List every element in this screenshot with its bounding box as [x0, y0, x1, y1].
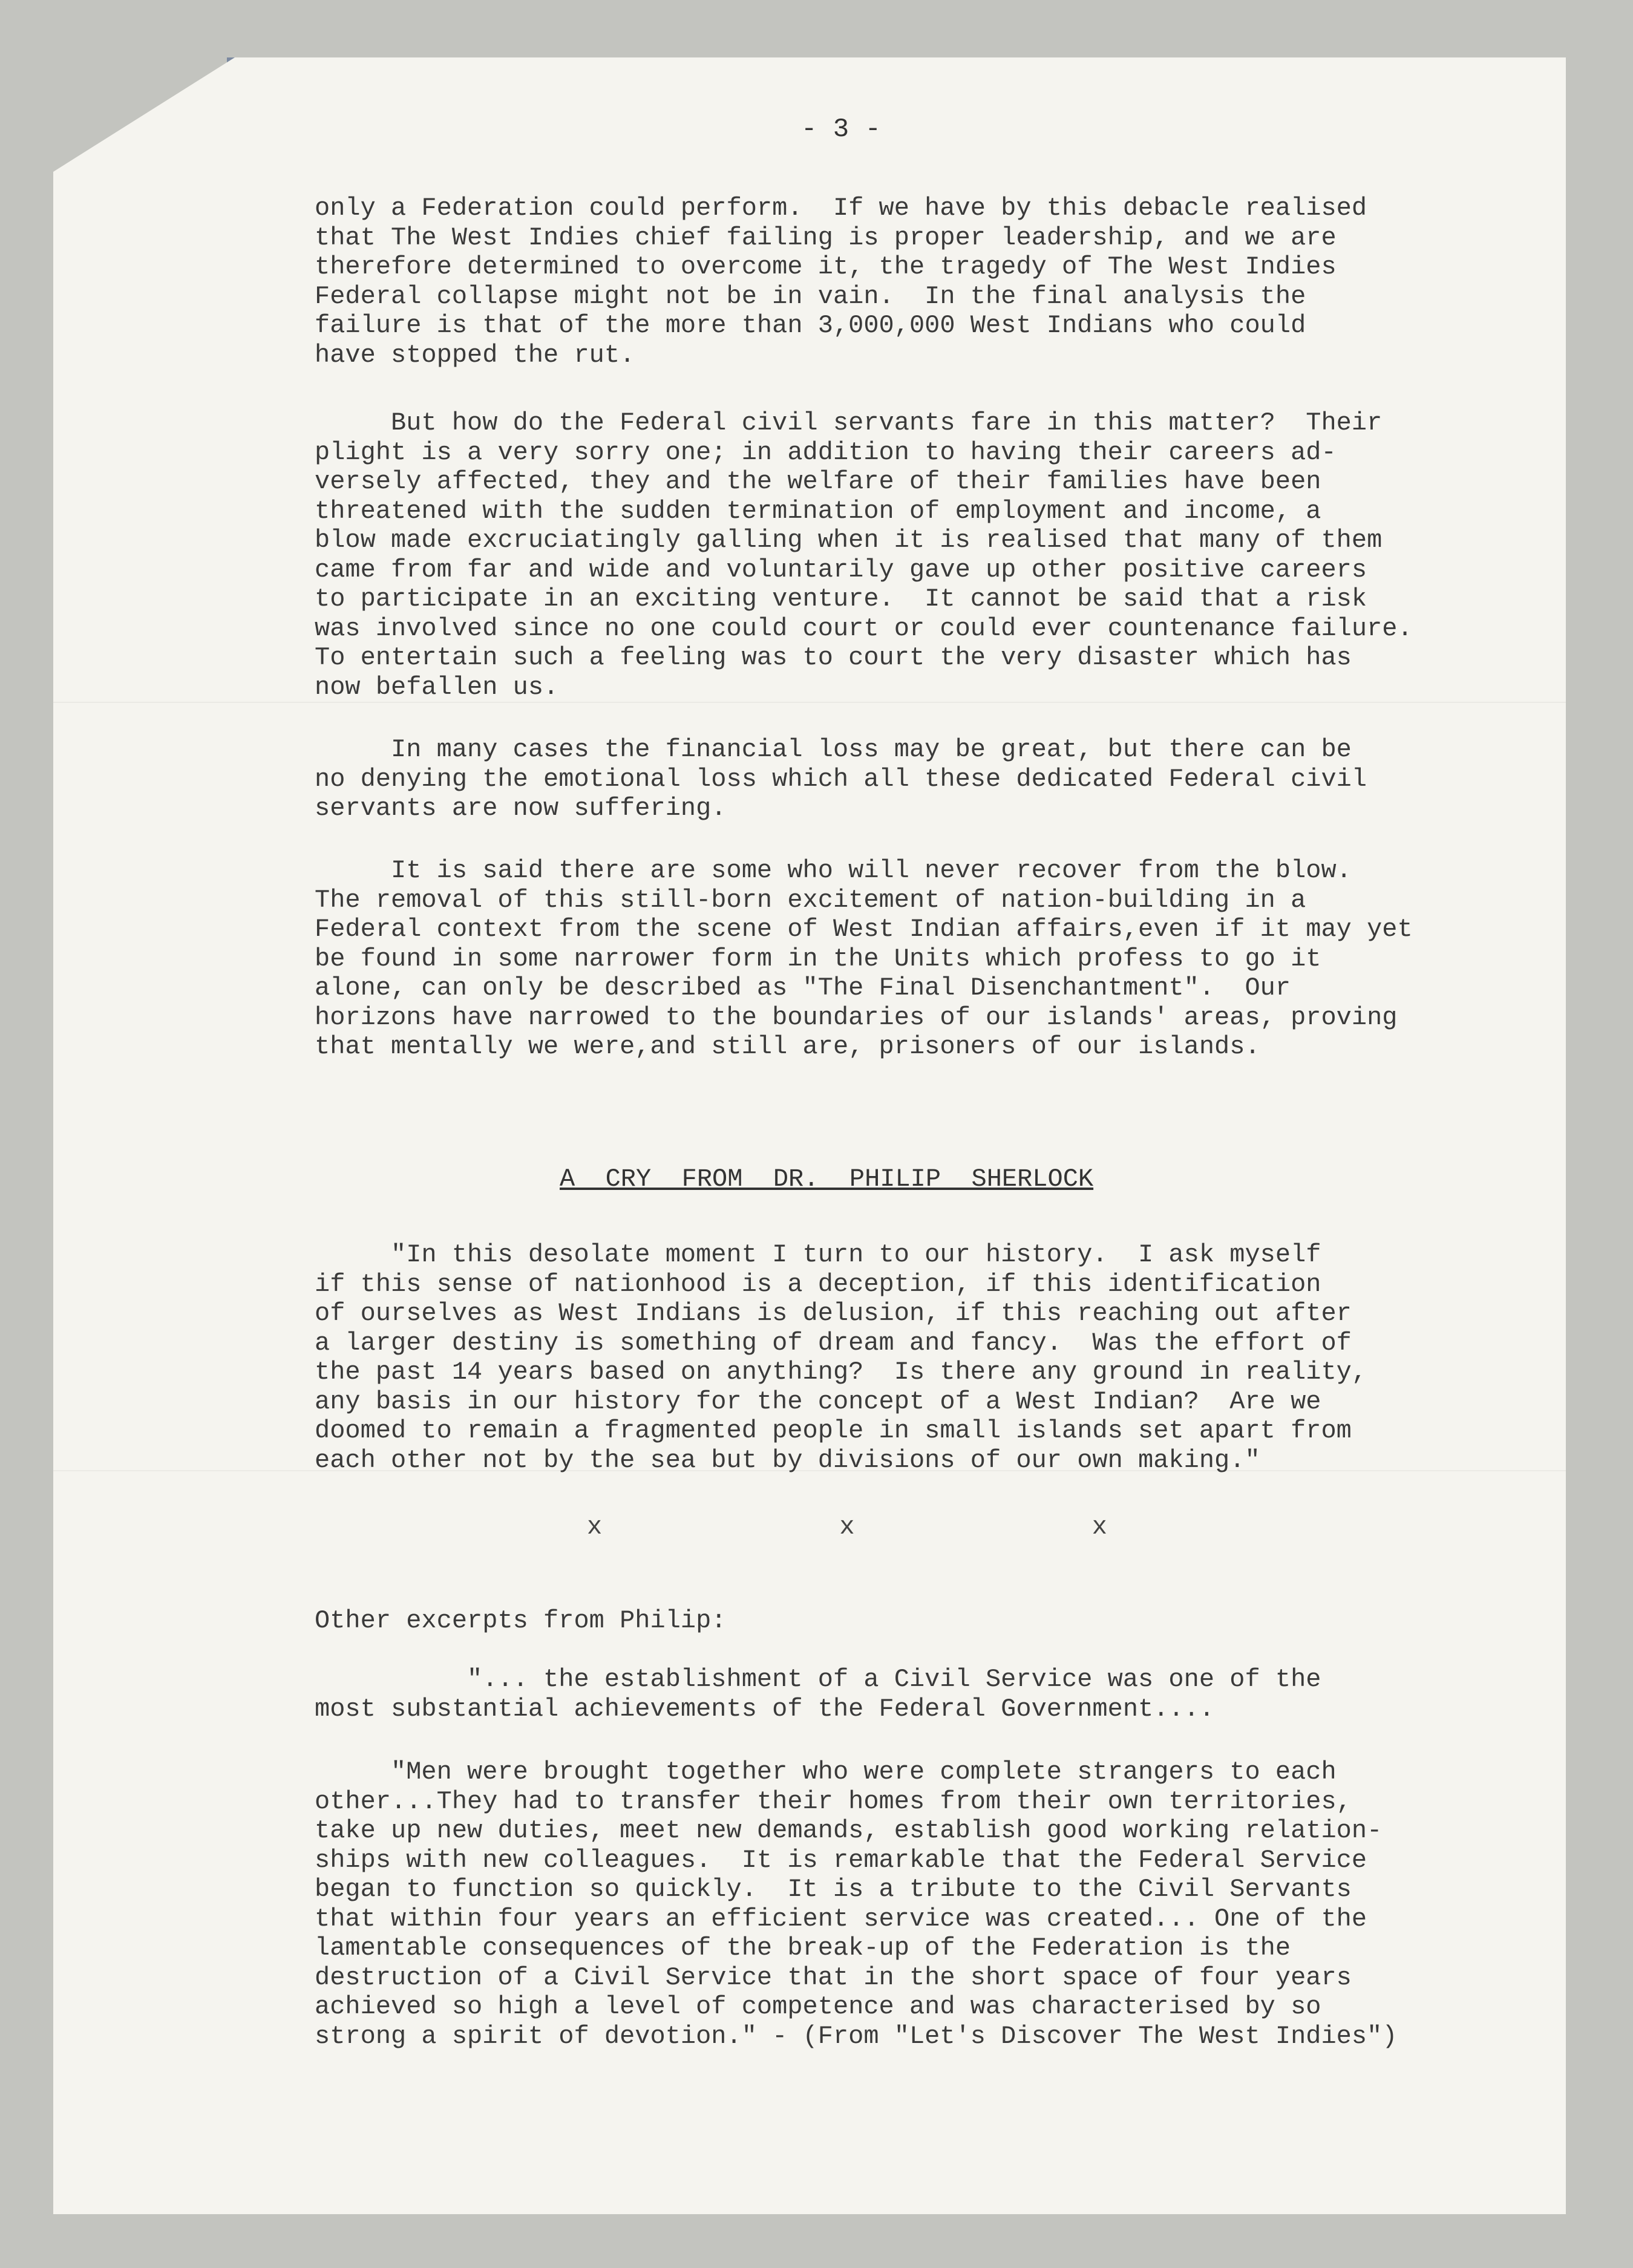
text-line: plight is a very sorry one; in addition to having their careers ad- — [315, 437, 1337, 467]
text-line: achieved so high a level of competence and was characterised by so — [315, 1992, 1321, 2021]
text-line: Federal collapse might not be in vain. In the final analysis the — [315, 281, 1306, 311]
paragraph-final-disenchantment — [315, 856, 1458, 1062]
text-line: horizons have narrowed to the boundaries of our islands' areas, proving — [315, 1002, 1398, 1032]
text-line: The removal of this still-born excitement of nation-building in a — [315, 885, 1306, 915]
text-line: a larger destiny is something of dream and fancy. Was the effort of — [315, 1328, 1352, 1358]
text-line: only a Federation could perform. If we have by this debacle realised — [315, 194, 1367, 223]
text-line: to participate in an exciting venture. It cannot be said that a risk — [315, 584, 1367, 613]
text-line: that mentally we were,and still are, prisoners of our islands. — [315, 1032, 1260, 1061]
text-line: take up new duties, meet new demands, establish good working relation- — [315, 1816, 1383, 1845]
text-line: strong a spirit of devotion." - (From "Let's Discover The West Indies") — [315, 2021, 1398, 2051]
text-line: lamentable consequences of the break-up of the Federation is the — [315, 1933, 1291, 1962]
text-line: failure is that of the more than 3,000,000 West Indians who could — [315, 311, 1306, 340]
text-line: each other not by the sea but by divisions of our own making." — [315, 1445, 1260, 1475]
text-line: now befallen us. — [315, 672, 559, 702]
text-line: ships with new colleagues. It is remarkable that the Federal Service — [315, 1845, 1367, 1875]
paragraph-civil-servants — [315, 408, 1458, 702]
text-line: therefore determined to overcome it, the tragedy of The West Indies — [315, 252, 1337, 281]
text-line: destruction of a Civil Service that in the short space of four years — [315, 1962, 1352, 1992]
text-line: other...They had to transfer their homes from their own territories, — [315, 1786, 1352, 1816]
section-separator — [587, 1512, 1107, 1542]
separator-mark: x — [587, 1512, 603, 1541]
text-line: threatened with the sudden termination of employment and income, a — [315, 496, 1321, 526]
text-line: alone, can only be described as "The Final Disenchantment". Our — [315, 973, 1291, 1002]
text-line: that within four years an efficient service was created... One of the — [315, 1904, 1367, 1933]
page-number: - 3 - — [800, 114, 882, 145]
fold-line — [53, 702, 1566, 703]
text-line: Federal context from the scene of West Indian affairs,even if it may yet — [315, 915, 1413, 944]
text-line: "Men were brought together who were complete strangers to each — [315, 1757, 1337, 1786]
text-line: any basis in our history for the concept of a West Indian? Are we — [315, 1387, 1321, 1416]
text-line: servants are now suffering. — [315, 794, 727, 823]
text-line: blow made excruciatingly galling when it is realised that many of them — [315, 526, 1383, 555]
text-line: In many cases the financial loss may be great, but there can be — [315, 735, 1352, 764]
paragraph-sherlock-quote — [315, 1240, 1458, 1475]
text-line: was involved since no one could court or could ever countenance failure. — [315, 613, 1413, 643]
paragraph-civil-service-achievement — [315, 1665, 1458, 1724]
text-line: be found in some narrower form in the Units which profess to go it — [315, 944, 1321, 973]
text-line: versely affected, they and the welfare of their families have been — [315, 467, 1321, 496]
separator-mark: x — [839, 1512, 855, 1541]
text-line: Other excerpts from Philip: — [315, 1606, 727, 1635]
text-line: came from far and wide and voluntarily gave up other positive careers — [315, 555, 1367, 584]
text-line: the past 14 years based on anything? Is there any ground in reality, — [315, 1358, 1367, 1387]
text-line: It is said there are some who will never recover from the blow. — [315, 856, 1352, 885]
text-line: that The West Indies chief failing is proper leadership, and we are — [315, 223, 1337, 252]
separator-mark: x — [1091, 1512, 1107, 1541]
text-line: began to function so quickly. It is a tribute to the Civil Servants — [315, 1875, 1352, 1904]
paragraph-emotional-loss — [315, 735, 1458, 823]
paragraph-men-brought-together — [315, 1757, 1458, 2051]
text-line: most substantial achievements of the Federal Government.... — [315, 1694, 1215, 1724]
paragraph-federation-failure — [315, 194, 1458, 370]
section-heading: A CRY FROM DR. PHILIP SHERLOCK — [560, 1165, 1094, 1194]
text-line: if this sense of nationhood is a deception, if this identification — [315, 1269, 1321, 1299]
text-line: "... the establishment of a Civil Service was one of the — [315, 1665, 1321, 1694]
text-line: of ourselves as West Indians is delusion, if this reaching out after — [315, 1299, 1352, 1328]
text-line: "In this desolate moment I turn to our history. I ask myself — [315, 1240, 1321, 1269]
text-line: have stopped the rut. — [315, 340, 635, 370]
paragraph-other-excerpts-label — [315, 1606, 1458, 1636]
text-line: To entertain such a feeling was to court the very disaster which has — [315, 643, 1352, 672]
text-line: But how do the Federal civil servants fare in this matter? Their — [315, 408, 1383, 437]
text-line: no denying the emotional loss which all these dedicated Federal civil — [315, 764, 1367, 794]
text-line: doomed to remain a fragmented people in small islands set apart from — [315, 1416, 1352, 1445]
